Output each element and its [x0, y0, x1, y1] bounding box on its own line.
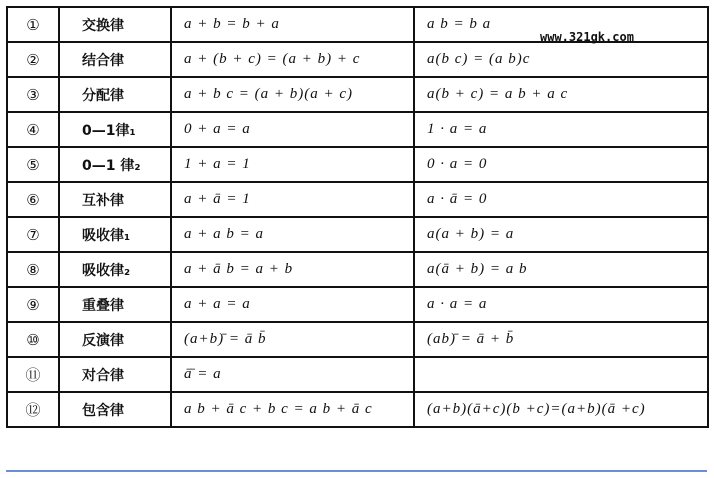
row-index: ⑫ — [7, 392, 59, 427]
law-name: 互补律 — [59, 182, 171, 217]
row-index: ⑪ — [7, 357, 59, 392]
row-index: ⑩ — [7, 322, 59, 357]
table-row — [7, 42, 708, 77]
formula-left: 0 + a = a — [171, 112, 414, 147]
row-index: ① — [7, 7, 59, 42]
formula-right: a(a + b) = a — [414, 217, 708, 252]
formula-right: 0 · a = 0 — [414, 147, 708, 182]
formula-right: (ab)̄ = ā + b̄ — [414, 322, 708, 357]
formula-left: a b + ā c + b c = a b + ā c — [171, 392, 414, 427]
table-row — [7, 217, 708, 252]
formula-left: a + ā b = a + b — [171, 252, 414, 287]
table-row — [7, 392, 708, 427]
watermark-text: www.321gk.com — [540, 30, 634, 44]
law-name: 反演律 — [59, 322, 171, 357]
boolean-laws-table — [6, 6, 709, 428]
law-name: 交换律 — [59, 7, 171, 42]
table-row — [7, 252, 708, 287]
formula-right — [414, 357, 708, 392]
formula-left: a + a b = a — [171, 217, 414, 252]
row-index: ⑦ — [7, 217, 59, 252]
formula-right: a · a = a — [414, 287, 708, 322]
law-name: 0—1律₁ — [59, 112, 171, 147]
table-row — [7, 357, 708, 392]
formula-left: a + b c = (a + b)(a + c) — [171, 77, 414, 112]
row-index: ⑤ — [7, 147, 59, 182]
row-index: ④ — [7, 112, 59, 147]
row-index: ⑥ — [7, 182, 59, 217]
row-index: ⑨ — [7, 287, 59, 322]
formula-right: 1 · a = a — [414, 112, 708, 147]
law-name: 0—1 律₂ — [59, 147, 171, 182]
formula-left: a + ā = 1 — [171, 182, 414, 217]
formula-left: 1 + a = 1 — [171, 147, 414, 182]
law-name: 吸收律₁ — [59, 217, 171, 252]
formula-left: (a+b)̄ = ā b̄ — [171, 322, 414, 357]
formula-left: a + (b + c) = (a + b) + c — [171, 42, 414, 77]
formula-right: a(b c) = (a b)c — [414, 42, 708, 77]
row-index: ② — [7, 42, 59, 77]
row-index: ⑧ — [7, 252, 59, 287]
formula-left: a + a = a — [171, 287, 414, 322]
law-name: 重叠律 — [59, 287, 171, 322]
formula-right: a(ā + b) = a b — [414, 252, 708, 287]
law-name: 分配律 — [59, 77, 171, 112]
table-row — [7, 77, 708, 112]
row-index: ③ — [7, 77, 59, 112]
table-row — [7, 182, 708, 217]
table-row — [7, 112, 708, 147]
table-row — [7, 147, 708, 182]
table-row — [7, 322, 708, 357]
formula-left: ā̄ = a — [171, 357, 414, 392]
formula-right: a b = b a — [414, 7, 708, 42]
formula-left: a + b = b + a — [171, 7, 414, 42]
laws-table-container — [6, 6, 707, 428]
table-row — [7, 287, 708, 322]
law-name: 对合律 — [59, 357, 171, 392]
bottom-divider — [6, 470, 707, 472]
law-name: 包含律 — [59, 392, 171, 427]
formula-right: a(b + c) = a b + a c — [414, 77, 708, 112]
law-name: 结合律 — [59, 42, 171, 77]
law-name: 吸收律₂ — [59, 252, 171, 287]
formula-right: a · ā = 0 — [414, 182, 708, 217]
formula-right: (a+b)(ā+c)(b +c)=(a+b)(ā +c) — [414, 392, 708, 427]
